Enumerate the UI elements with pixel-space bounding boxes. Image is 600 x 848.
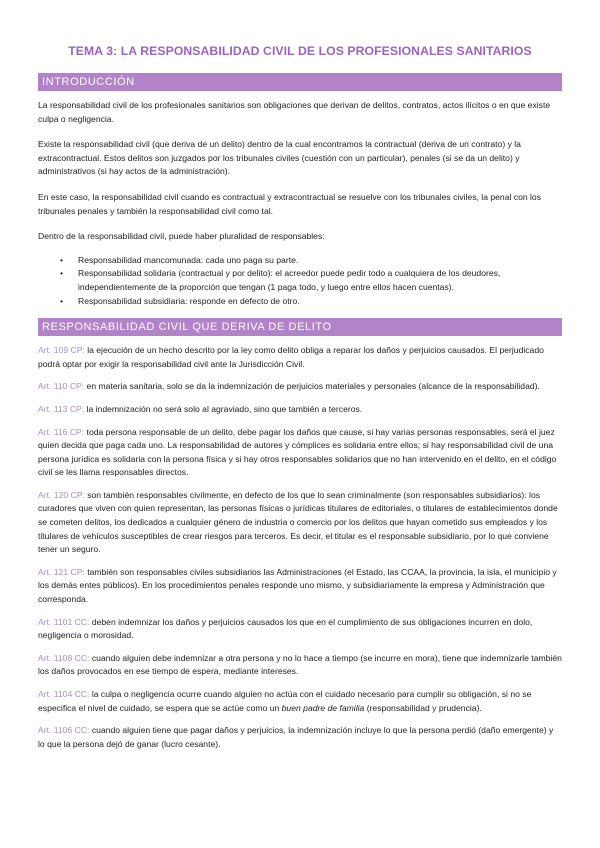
intro-paragraph: Existe la responsabilidad civil (que deriva de un delito) dentro de la cual encontramos la contractual (deriva de un contrato) y la extracontractual. Estos delitos son juzgados por los tribunales civiles (cuestión con un particular), penales (si se da un delito) y administrativos (si hay actos de la administración). bbox=[38, 139, 521, 177]
article-text: también son responsables civiles subsidiarios las Administraciones (el Estado, las CCAA, la provincia, la isla, el municipio y los demás entes públicos). En los procedimientos penales responde uno mismo, y subsidiariamente la empresa y Administración que corresponda. bbox=[38, 566, 557, 605]
intro-paragraph: En este caso, la responsabilidad civil cuando es contractual y extracontractual se resuelve con los tribunales civiles, la penal con los tribunales penales y también la responsabilidad civil como tal. bbox=[38, 191, 542, 216]
section-introduccion bbox=[38, 99, 562, 308]
article-reference: Art. 110 CP: bbox=[38, 381, 85, 392]
article-paragraph bbox=[38, 688, 562, 715]
article-reference: Art. 109 CP: bbox=[38, 345, 85, 356]
bullet-icon: • bbox=[60, 268, 64, 279]
list-item-text: Responsabilidad subsidiaria: responde en defecto de otro. bbox=[78, 295, 300, 306]
section-heading-delito: RESPONSABILIDAD CIVIL QUE DERIVA DE DELITO bbox=[38, 318, 562, 336]
list-item bbox=[38, 254, 562, 268]
section-heading-introduccion: INTRODUCCIÓN bbox=[38, 73, 562, 91]
article-text: son también responsables civilmente, en defecto de los que lo sean criminalmente (son responsables subsidiarios): los curadores que viven con quien representan, las personas físicas o jurídicas titulares de editoriales, o titulares de establecimientos donde se cometen delitos, los dedicados a cualquier género de industria o comercio por los delitos que hayan cometido sus empleados y los titulares de vehículos susceptibles de crear riesgos para terceros. Es decir, el titular es el responsable subsidiario, por lo que conviene tener un seguro. bbox=[38, 489, 558, 555]
bullet-icon: • bbox=[60, 254, 64, 265]
article-reference: Art. 1106 CC: bbox=[38, 725, 90, 736]
list-item bbox=[38, 267, 562, 294]
article-text: en materia sanitaria, solo se da la indemnización de perjuicios materiales y personales (alcance de la responsabilidad). bbox=[84, 381, 540, 392]
list-item-text: Responsabilidad mancomunada: cada uno paga su parte. bbox=[78, 254, 299, 265]
article-reference: Art. 113 CP: bbox=[38, 403, 85, 414]
article-reference: Art. 116 CP: bbox=[38, 426, 85, 437]
article-text: cuando alguien debe indemnizar a otra persona y no lo hace a tiempo (se incurre en mora), tiene que indemnizarle también los daños provocados en ese tiempo de espera, mediante intereses. bbox=[38, 652, 562, 677]
intro-paragraph: La responsabilidad civil de los profesionales sanitarios son obligaciones que derivan de delitos, contratos, actos ilícitos o en que existe culpa o negligencia. bbox=[38, 100, 551, 124]
list-item-text: Responsabilidad solidaria (contractual y por delito): el acreedor puede pedir todo a cualquiera de los deudores, independientemente de la proporción que tengan (1 paga todo, y luego entre ellos hacen cuentas). bbox=[78, 268, 501, 292]
article-reference: Art. 120 CP: bbox=[38, 489, 85, 500]
article-reference: Art. 1104 CC: bbox=[38, 689, 90, 699]
article-paragraph bbox=[38, 566, 562, 607]
intro-paragraph: Dentro de la responsabilidad civil, puede haber pluralidad de responsables: bbox=[38, 231, 325, 242]
article-reference: Art. 1101 CC: bbox=[38, 616, 90, 627]
article-italic-term: buen padre de familia bbox=[281, 702, 365, 713]
article-text: cuando alguien tiene que pagar daños y perjuicios, la indemnización incluye lo que la persona perdió (daño emergente) y lo que la persona dejó de ganar (lucro cesante). bbox=[38, 725, 554, 749]
article-text: la culpa o negligencia ocurre cuando alguien no actúa con el cuidado necesario para cumplir su obligación, si no se especifica el nivel de cuidado, se espera que se actúe como un bbox=[38, 689, 532, 713]
article-paragraph bbox=[38, 380, 562, 394]
list-item bbox=[38, 295, 562, 309]
article-paragraph bbox=[38, 616, 562, 643]
article-reference: Art. 1108 CC: bbox=[38, 652, 90, 663]
article-text: la indemnización no será solo al agraviado, sino que también a terceros. bbox=[84, 403, 363, 414]
responsables-list bbox=[38, 254, 562, 308]
article-text: toda persona responsable de un delito, debe pagar los daños que cause, si hay varias personas responsables, será el juez quien decida que paga cada uno. La responsabilidad de autores y cómplices es solidaria entre ellos; si hay responsabilidad civil de una persona jurídica es solidaria con la persona física y si hay otros responsables solidarios que no han intervenido en el delito, en el código civil se les llama responsables directos. bbox=[38, 426, 557, 478]
article-paragraph bbox=[38, 403, 562, 417]
article-paragraph bbox=[38, 724, 562, 751]
article-text-tail: (responsabilidad y prudencia). bbox=[364, 702, 482, 713]
bullet-icon: • bbox=[60, 295, 64, 306]
article-text: la ejecución de un hecho descrito por la ley como delito obliga a reparar los daños y perjuicios causados. El perjudicado podrá optar por exigir la responsabilidad civil ante la Jurisdicción Civil. bbox=[38, 345, 544, 369]
article-paragraph bbox=[38, 344, 562, 371]
page-title: TEMA 3: LA RESPONSABILIDAD CIVIL DE LOS PROFESIONALES SANITARIOS bbox=[68, 44, 532, 58]
article-paragraph bbox=[38, 489, 562, 557]
section-delito bbox=[38, 344, 562, 751]
article-paragraph bbox=[38, 652, 562, 679]
article-text: deben indemnizar los daños y perjuicios causados los que en el cumplimiento de sus obligaciones incurren en dolo, negligencia o morosidad. bbox=[38, 616, 533, 641]
article-reference: Art. 121 CP: bbox=[38, 566, 85, 577]
article-paragraph bbox=[38, 426, 562, 480]
